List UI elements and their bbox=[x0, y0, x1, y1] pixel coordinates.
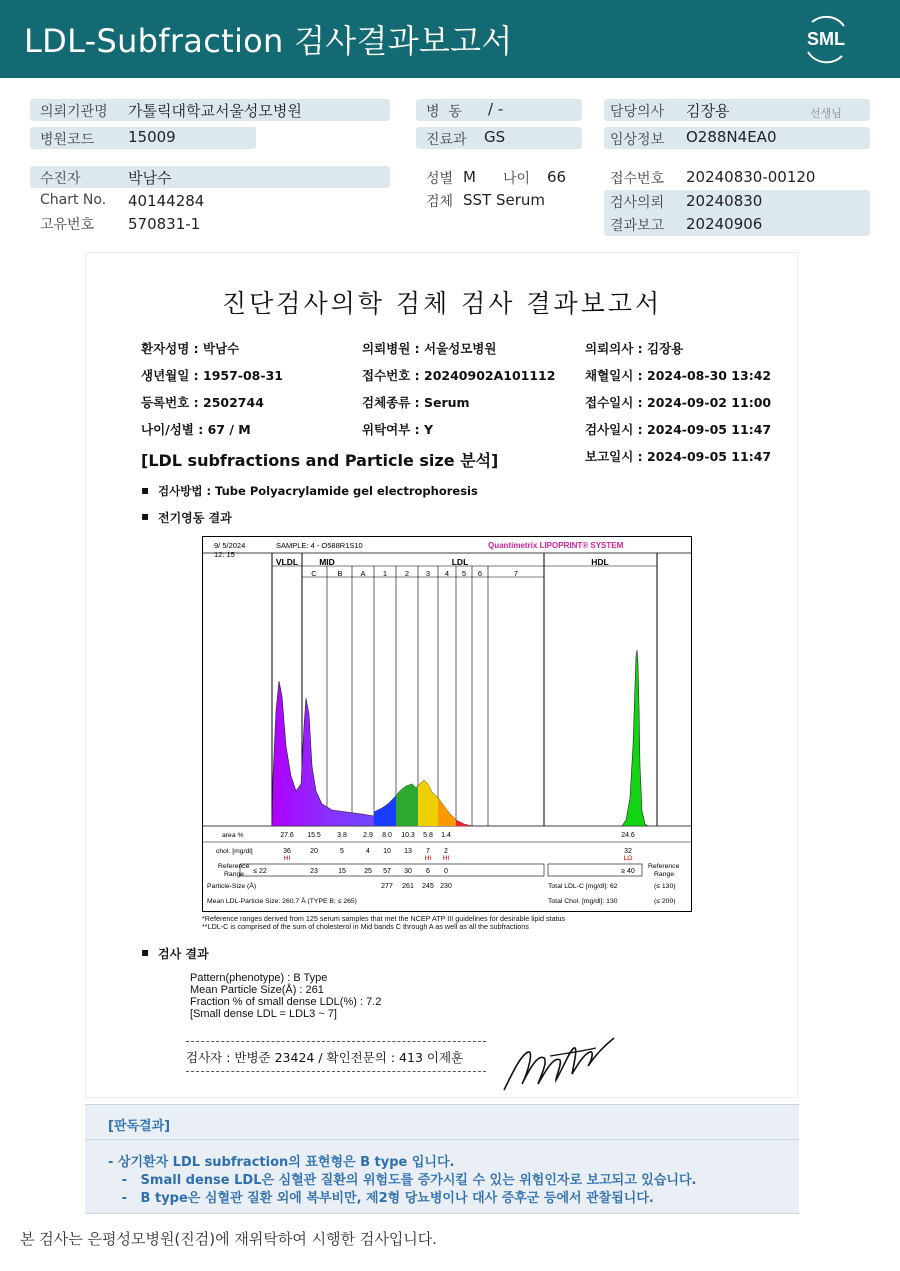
lp-area-value: 27.6 bbox=[280, 832, 294, 839]
method-text: 검사방법 : Tube Polyacrylamide gel electrophoresis bbox=[158, 484, 478, 498]
request-value: 20240830 bbox=[686, 192, 763, 210]
lp-row-label: Range bbox=[224, 871, 245, 878]
page-title: LDL-Subfraction 검사결과보고서 bbox=[24, 22, 513, 60]
result-definition: [Small dense LDL = LDL3 ~ 7] bbox=[190, 1008, 337, 1020]
uid-value: 570831-1 bbox=[128, 215, 201, 233]
ward-value: / - bbox=[488, 100, 504, 118]
field-doctor: 의뢰의사 : 김장용 bbox=[585, 341, 684, 356]
signature bbox=[498, 1034, 618, 1096]
lp-row-label: Range bbox=[654, 871, 675, 878]
lp-group-label: LDL bbox=[451, 557, 469, 567]
field-hospital: 의뢰병원 : 서울성모병원 bbox=[362, 341, 497, 356]
field-reg: 등록번호 : 2502744 bbox=[141, 395, 264, 410]
lp-band-label: 5 bbox=[461, 569, 467, 578]
report-date-value: 20240906 bbox=[686, 215, 763, 233]
clinical-value: O288N4EA0 bbox=[686, 128, 777, 146]
lp-particle-value: 277 bbox=[381, 883, 393, 890]
lp-ref-value: 57 bbox=[383, 868, 391, 875]
dept-label: 진료과 bbox=[426, 132, 467, 148]
judgement-line-3: - B type은 심혈관 질환 외에 복부비만, 제2형 당뇨병이나 대사 증후군 등에서 관찰됩니다. bbox=[108, 1191, 654, 1206]
field-name: 환자성명 : 박남수 bbox=[141, 341, 240, 356]
patient-value: 박남수 bbox=[128, 169, 172, 187]
lp-band-label: 7 bbox=[513, 569, 519, 578]
lp-chol-value: 32 bbox=[624, 848, 632, 855]
lp-band-label: C bbox=[311, 569, 317, 578]
lp-chol-value: 7 bbox=[426, 848, 430, 855]
lp-flag: HI bbox=[424, 855, 432, 862]
result-pattern: Pattern(phenotype) : B Type bbox=[190, 972, 328, 984]
lp-ref-value: 15 bbox=[338, 868, 346, 875]
field-specimen: 검체종류 : Serum bbox=[362, 395, 470, 410]
lp-group-label: VLDL bbox=[275, 557, 299, 567]
lp-flag: HI bbox=[442, 855, 450, 862]
lp-total-chol-ref: (≤ 200) bbox=[654, 898, 676, 905]
lp-area-value: 5.8 bbox=[423, 832, 433, 839]
field-agesex: 나이/성별 : 67 / M bbox=[141, 422, 251, 437]
institution-label: 의뢰기관명 bbox=[40, 104, 108, 120]
lp-row-label: Reference bbox=[648, 863, 680, 870]
field-received: 접수일시 : 2024-09-02 11:00 bbox=[585, 395, 772, 410]
lp-ref-value: ≥ 40 bbox=[621, 868, 635, 875]
report-header bbox=[0, 0, 900, 78]
lp-group-label: HDL bbox=[591, 557, 609, 567]
chart-label: Chart No. bbox=[40, 192, 107, 208]
lp-area-value: 2.9 bbox=[363, 832, 373, 839]
lp-band-label: 2 bbox=[404, 569, 410, 578]
institution-value: 가톨릭대학교서울성모병원 bbox=[128, 102, 302, 120]
doctor-label: 담당의사 bbox=[610, 104, 665, 120]
judgement-line-2: - Small dense LDL은 심혈관 질환의 위험도를 증가시킬 수 있는 위험인자로 보고되고 있습니다. bbox=[108, 1173, 697, 1188]
lp-area-value: 3.8 bbox=[337, 832, 347, 839]
lp-chol-value: 36 bbox=[283, 848, 291, 855]
lp-particle-value: 261 bbox=[402, 883, 414, 890]
uid-label: 고유번호 bbox=[40, 217, 95, 233]
hospital-code-value: 15009 bbox=[128, 128, 176, 146]
lp-ref-value: 6 bbox=[426, 868, 430, 875]
judgement-title: [판독결과] bbox=[108, 1119, 171, 1134]
result-size: Mean Particle Size(Å) : 261 bbox=[190, 984, 324, 996]
result-title: 검사 결과 bbox=[158, 947, 209, 961]
field-consign: 위탁여부 : Y bbox=[362, 422, 434, 437]
logo-text: SML bbox=[807, 29, 845, 49]
lp-ref-value: 23 bbox=[310, 868, 318, 875]
lp-sample: SAMPLE: 4 - O588R1S10 bbox=[276, 541, 363, 550]
lp-band-label: 3 bbox=[425, 569, 431, 578]
electro-bullet: ▪ bbox=[141, 509, 150, 523]
specimen-label: 검체 bbox=[426, 194, 454, 210]
footer-note: 본 검사는 은평성모병원(진검)에 재위탁하여 시행한 검사입니다. bbox=[20, 1230, 438, 1248]
sign-line-top bbox=[186, 1041, 486, 1042]
lp-chol-value: 13 bbox=[404, 848, 412, 855]
ward-label: 병 동 bbox=[426, 104, 462, 120]
lp-chol-value: 2 bbox=[444, 848, 448, 855]
method-bullet: ▪ bbox=[141, 483, 150, 497]
sex-label: 성별 bbox=[426, 171, 454, 187]
receipt-value: 20240830-00120 bbox=[686, 168, 816, 186]
lp-particle-value: 245 bbox=[422, 883, 434, 890]
patient-label: 수진자 bbox=[40, 171, 81, 187]
lp-row-label: chol. [mg/dl] bbox=[216, 848, 253, 855]
lp-chol-value: 5 bbox=[340, 848, 344, 855]
report-date-label: 결과보고 bbox=[610, 218, 665, 234]
result-bullet: ▪ bbox=[141, 945, 150, 959]
lp-brand: Quantimetrix LIPOPRINT® SYSTEM bbox=[488, 541, 624, 550]
receipt-label: 접수번호 bbox=[610, 171, 665, 187]
field-reported: 보고일시 : 2024-09-05 11:47 bbox=[585, 449, 772, 464]
lp-area-value: 15.5 bbox=[307, 832, 321, 839]
age-value: 66 bbox=[547, 168, 567, 186]
lp-area-value: 8.0 bbox=[382, 832, 392, 839]
request-label: 검사의뢰 bbox=[610, 195, 665, 211]
section-title: [LDL subfractions and Particle size 분석] bbox=[141, 451, 499, 470]
lp-area-value: 24.6 bbox=[621, 832, 635, 839]
clinical-label: 임상정보 bbox=[610, 132, 665, 148]
field-dob: 생년월일 : 1957-08-31 bbox=[141, 368, 283, 383]
doctor-value: 김장용 bbox=[686, 102, 730, 120]
lp-chol-value: 10 bbox=[383, 848, 391, 855]
report-title: 진단검사의학 검체 검사 결과보고서 bbox=[222, 289, 663, 318]
lp-mean-size: Mean LDL-Particle Size: 260.7 Å (TYPE B; ≤ 265) bbox=[207, 898, 357, 905]
field-tested: 검사일시 : 2024-09-05 11:47 bbox=[585, 422, 772, 437]
sex-value: M bbox=[463, 168, 476, 186]
lp-area-value: 1.4 bbox=[441, 832, 451, 839]
lp-chol-value: 4 bbox=[366, 848, 370, 855]
lp-particle-value: 230 bbox=[440, 883, 452, 890]
specimen-value: SST Serum bbox=[463, 191, 546, 209]
lipoprint-chart bbox=[202, 536, 692, 912]
footnote-1: *Reference ranges derived from 125 serum samples that met the NCEP ATP III guidelines for desirable lipid status bbox=[202, 914, 566, 923]
lp-ref-value: ≤ 22 bbox=[253, 868, 267, 875]
lp-particle-label: Particle-Size (Å) bbox=[207, 883, 257, 890]
lp-group-label: MID bbox=[319, 557, 335, 567]
lp-ref-value: 30 bbox=[404, 868, 412, 875]
age-label: 나이 bbox=[503, 171, 531, 187]
field-receipt: 접수번호 : 20240902A101112 bbox=[362, 368, 556, 383]
lp-row-label: area % bbox=[222, 832, 244, 839]
lp-row-label: Reference bbox=[218, 863, 250, 870]
lp-chol-value: 20 bbox=[310, 848, 318, 855]
lp-band-label: 1 bbox=[382, 569, 388, 578]
patient-bar bbox=[30, 166, 390, 188]
result-fraction: Fraction % of small dense LDL(%) : 7.2 bbox=[190, 996, 382, 1008]
lp-band-label: B bbox=[337, 569, 343, 578]
lp-ref-value: 25 bbox=[364, 868, 372, 875]
lp-date: 9/ 5/2024 bbox=[214, 541, 246, 550]
lp-total-ldl: Total LDL-C [mg/dl]: 62 bbox=[548, 883, 618, 890]
hospital-code-label: 병원코드 bbox=[40, 132, 95, 148]
lp-total-chol: Total Chol. [mg/dl]: 130 bbox=[548, 898, 618, 905]
lp-flag: HI bbox=[283, 855, 291, 862]
lp-band-label: 4 bbox=[444, 569, 450, 578]
signer-text: 검사자 : 반병준 23424 / 확인전문의 : 413 이제훈 bbox=[186, 1050, 464, 1065]
lp-flag: LO bbox=[623, 855, 633, 862]
lp-band-label: A bbox=[360, 569, 366, 578]
sml-logo bbox=[800, 12, 852, 64]
lp-area-value: 10.3 bbox=[401, 832, 415, 839]
field-draw: 채혈일시 : 2024-08-30 13:42 bbox=[585, 368, 772, 383]
chart-value: 40144284 bbox=[128, 192, 205, 210]
judgement-divider bbox=[85, 1139, 799, 1140]
dept-value: GS bbox=[484, 128, 506, 146]
judgement-line-1: - 상기환자 LDL subfraction의 표현형은 B type 입니다. bbox=[108, 1155, 455, 1170]
doctor-suffix: 선생님 bbox=[810, 107, 842, 120]
lp-total-ldl-ref: (≤ 130) bbox=[654, 883, 676, 890]
sign-line-bottom bbox=[186, 1071, 486, 1072]
lp-band-label: 6 bbox=[477, 569, 483, 578]
lp-ref-value: 0 bbox=[444, 868, 448, 875]
footnote-2: **LDL-C is comprised of the sum of cholesterol in Mid bands C through A as well as all the subfractions bbox=[202, 922, 529, 931]
electro-title: 전기영동 결과 bbox=[158, 511, 232, 525]
lp-time: 12: 15 bbox=[214, 550, 235, 559]
